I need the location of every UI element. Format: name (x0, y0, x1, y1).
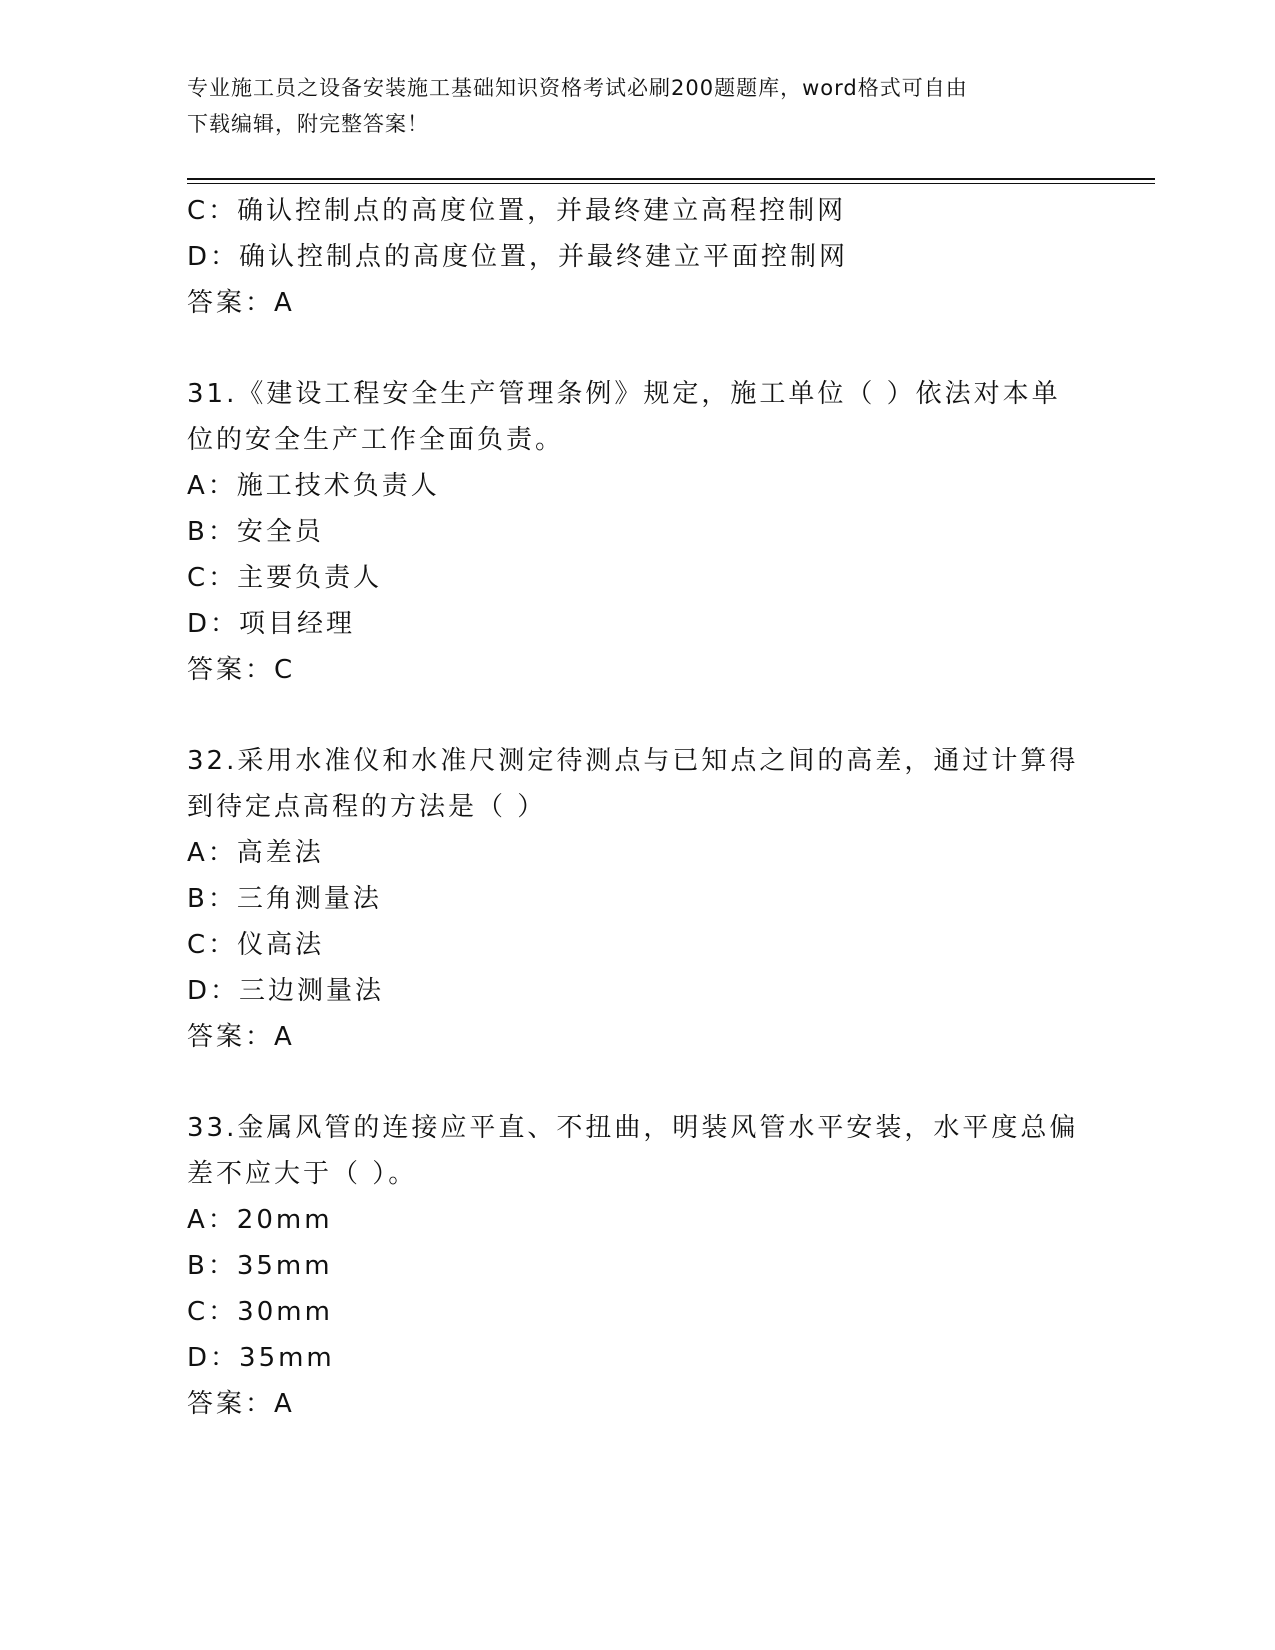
header-line-2: 下载编辑，附完整答案！ (187, 112, 429, 136)
option-b: B：35mm (187, 1251, 333, 1281)
header-divider-thin (187, 183, 1155, 184)
answer: 答案：A (187, 1022, 295, 1052)
question-stem-line-2: 位的安全生产工作全面负责。 (187, 425, 565, 455)
question-content (187, 188, 1087, 1427)
carryover-option-d: D：确认控制点的高度位置，并最终建立平面控制网 (187, 242, 849, 272)
option-a: A：施工技术负责人 (187, 471, 440, 501)
question-31 (187, 371, 1087, 693)
option-d: D：35mm (187, 1343, 335, 1373)
header-line-1: 专业施工员之设备安装施工基础知识资格考试必刷200题题库，word格式可自由 (187, 76, 968, 100)
question-stem-line-1: 31.《建设工程安全生产管理条例》规定，施工单位（ ）依法对本单 (187, 379, 1061, 409)
question-stem-line-1: 33.金属风管的连接应平直、不扭曲，明装风管水平安装，水平度总偏 (187, 1113, 1079, 1143)
option-c: C：30mm (187, 1297, 333, 1327)
answer: 答案：C (187, 655, 296, 685)
header-divider-thick (187, 178, 1155, 180)
option-d: D：项目经理 (187, 609, 356, 639)
option-b: B：安全员 (187, 517, 324, 547)
option-d: D：三边测量法 (187, 976, 385, 1006)
question-stem-line-2: 到待定点高程的方法是（ ） (187, 792, 547, 822)
option-c: C：仪高法 (187, 930, 325, 960)
carryover-answer: 答案：A (187, 288, 295, 318)
option-a: A：20mm (187, 1205, 333, 1235)
carryover-option-c: C：确认控制点的高度位置，并最终建立高程控制网 (187, 196, 847, 226)
option-a: A：高差法 (187, 838, 324, 868)
option-b: B：三角测量法 (187, 884, 382, 914)
question-stem-line-2: 差不应大于（ ）。 (187, 1159, 418, 1189)
document-header (187, 70, 1067, 142)
answer: 答案：A (187, 1389, 295, 1419)
question-33 (187, 1105, 1087, 1427)
question-stem-line-1: 32.采用水准仪和水准尺测定待测点与已知点之间的高差，通过计算得 (187, 746, 1079, 776)
option-c: C：主要负责人 (187, 563, 383, 593)
question-32 (187, 738, 1087, 1060)
